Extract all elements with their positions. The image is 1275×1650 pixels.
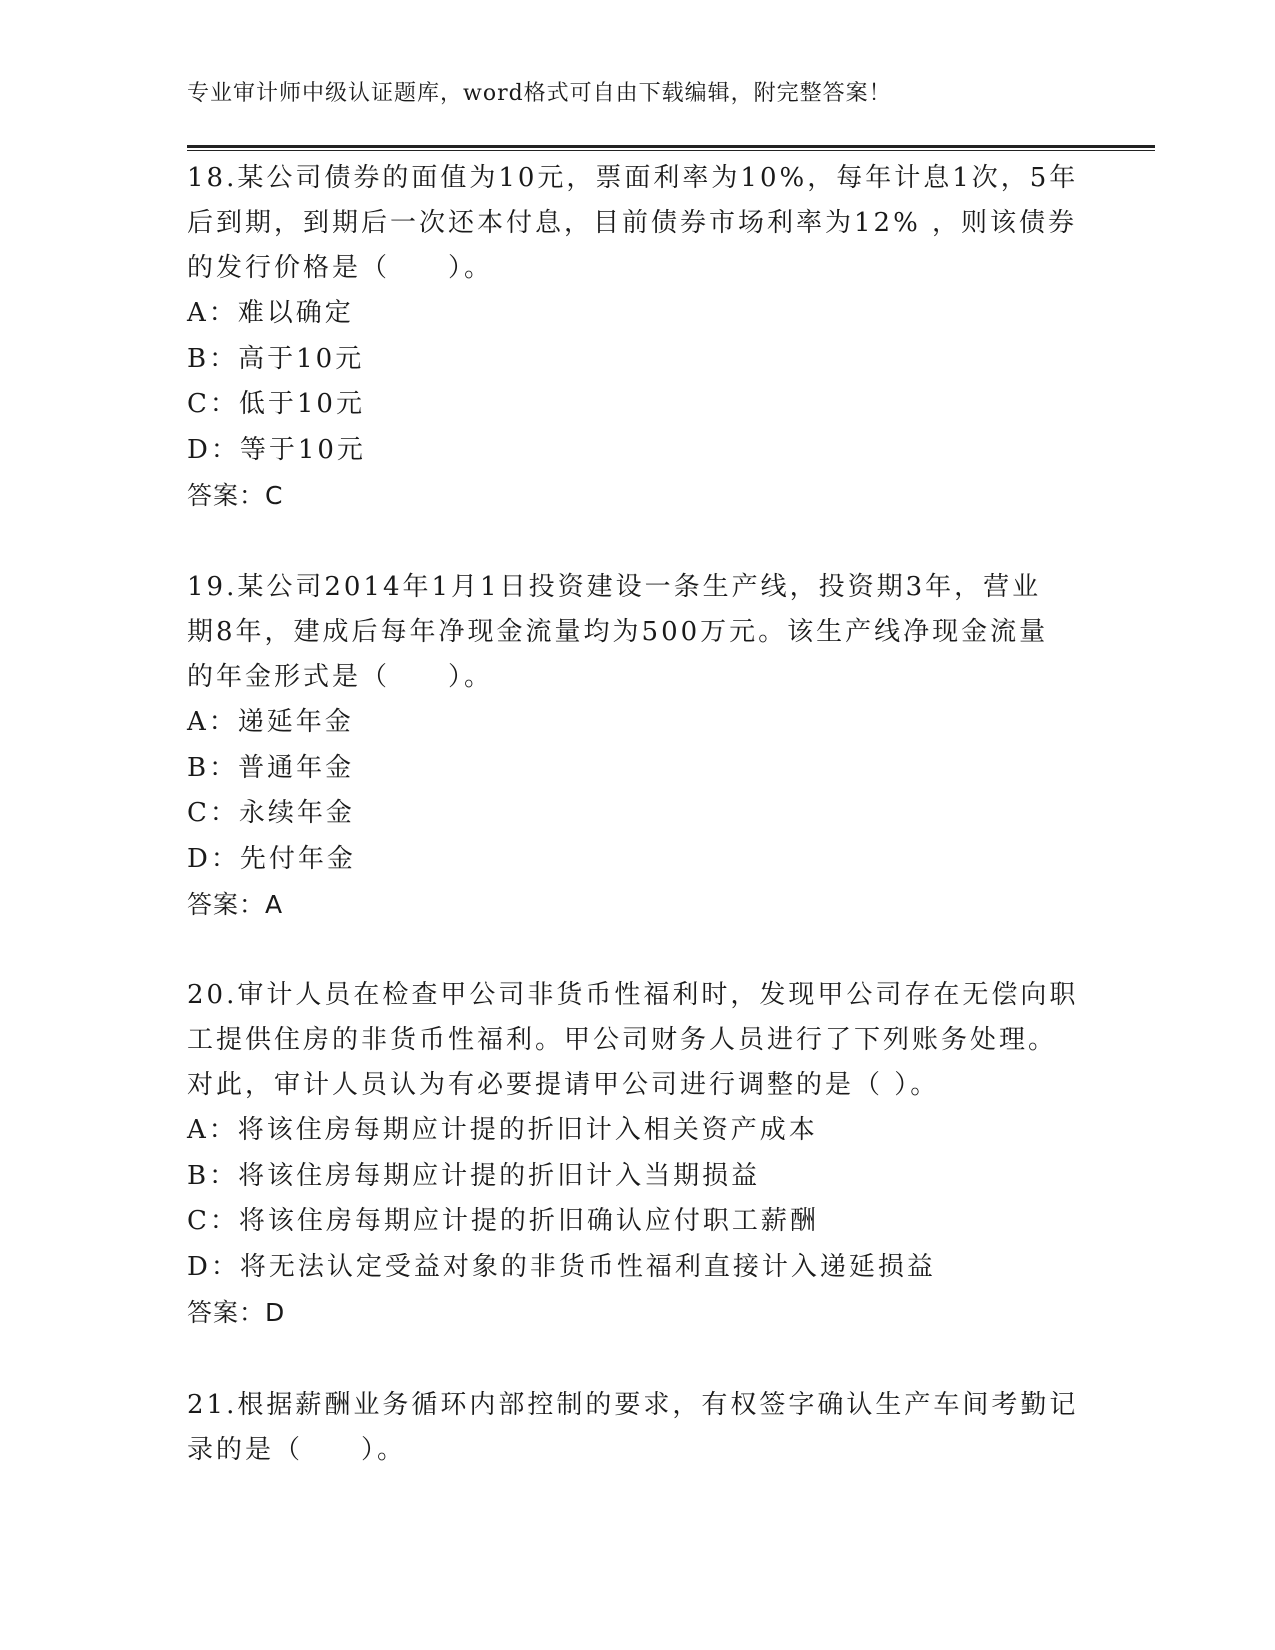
answer: 答案：C [187, 481, 284, 510]
question-stem-line: 后到期，到期后一次还本付息，目前债券市场利率为12% ，则该债券 [187, 208, 1078, 238]
question-stem-line: 对此，审计人员认为有必要提请甲公司进行调整的是（ ）。 [187, 1070, 940, 1100]
question-stem-line: 的年金形式是（ ）。 [187, 662, 494, 692]
question-18 [187, 156, 1087, 518]
question-stem-line: 21.根据薪酬业务循环内部控制的要求，有权签字确认生产车间考勤记 [187, 1390, 1079, 1420]
question-stem-line: 19.某公司2014年1月1日投资建设一条生产线，投资期3年，营业 [187, 572, 1042, 602]
header-rule-thin [187, 150, 1155, 151]
option-c: C：低于10元 [187, 389, 365, 419]
option-d: D：等于10元 [187, 434, 366, 465]
option-b: B：高于10元 [187, 343, 365, 374]
answer: 答案：A [187, 890, 284, 919]
question-stem-line: 录的是（ ）。 [187, 1435, 407, 1465]
option-b: B：将该住房每期应计提的折旧计入当期损益 [187, 1160, 761, 1191]
page-header: 专业审计师中级认证题库，word格式可自由下载编辑，附完整答案！ [187, 81, 892, 106]
option-a: A：递延年金 [187, 707, 354, 737]
header-rule-thick [187, 145, 1155, 148]
answer: 答案：D [187, 1298, 286, 1327]
question-21 [187, 1383, 1087, 1473]
option-d: D：将无法认定受益对象的非货币性福利直接计入递延损益 [187, 1251, 936, 1282]
question-stem-line: 的发行价格是（ ）。 [187, 253, 494, 283]
question-20 [187, 973, 1087, 1335]
option-a: A：将该住房每期应计提的折旧计入相关资产成本 [187, 1115, 818, 1145]
question-stem-line: 18.某公司债券的面值为10元，票面利率为10%，每年计息1次，5年 [187, 163, 1079, 193]
option-b: B：普通年金 [187, 752, 355, 783]
question-stem-line: 工提供住房的非货币性福利。甲公司财务人员进行了下列账务处理。 [187, 1025, 1058, 1055]
option-c: C：永续年金 [187, 798, 355, 828]
question-stem-line: 20.审计人员在检查甲公司非货币性福利时，发现甲公司存在无偿向职 [187, 980, 1079, 1010]
question-stem-line: 期8年，建成后每年净现金流量均为500万元。该生产线净现金流量 [187, 617, 1049, 647]
option-a: A：难以确定 [187, 298, 354, 328]
question-19 [187, 565, 1087, 927]
option-c: C：将该住房每期应计提的折旧确认应付职工薪酬 [187, 1206, 819, 1236]
option-d: D：先付年金 [187, 843, 356, 874]
